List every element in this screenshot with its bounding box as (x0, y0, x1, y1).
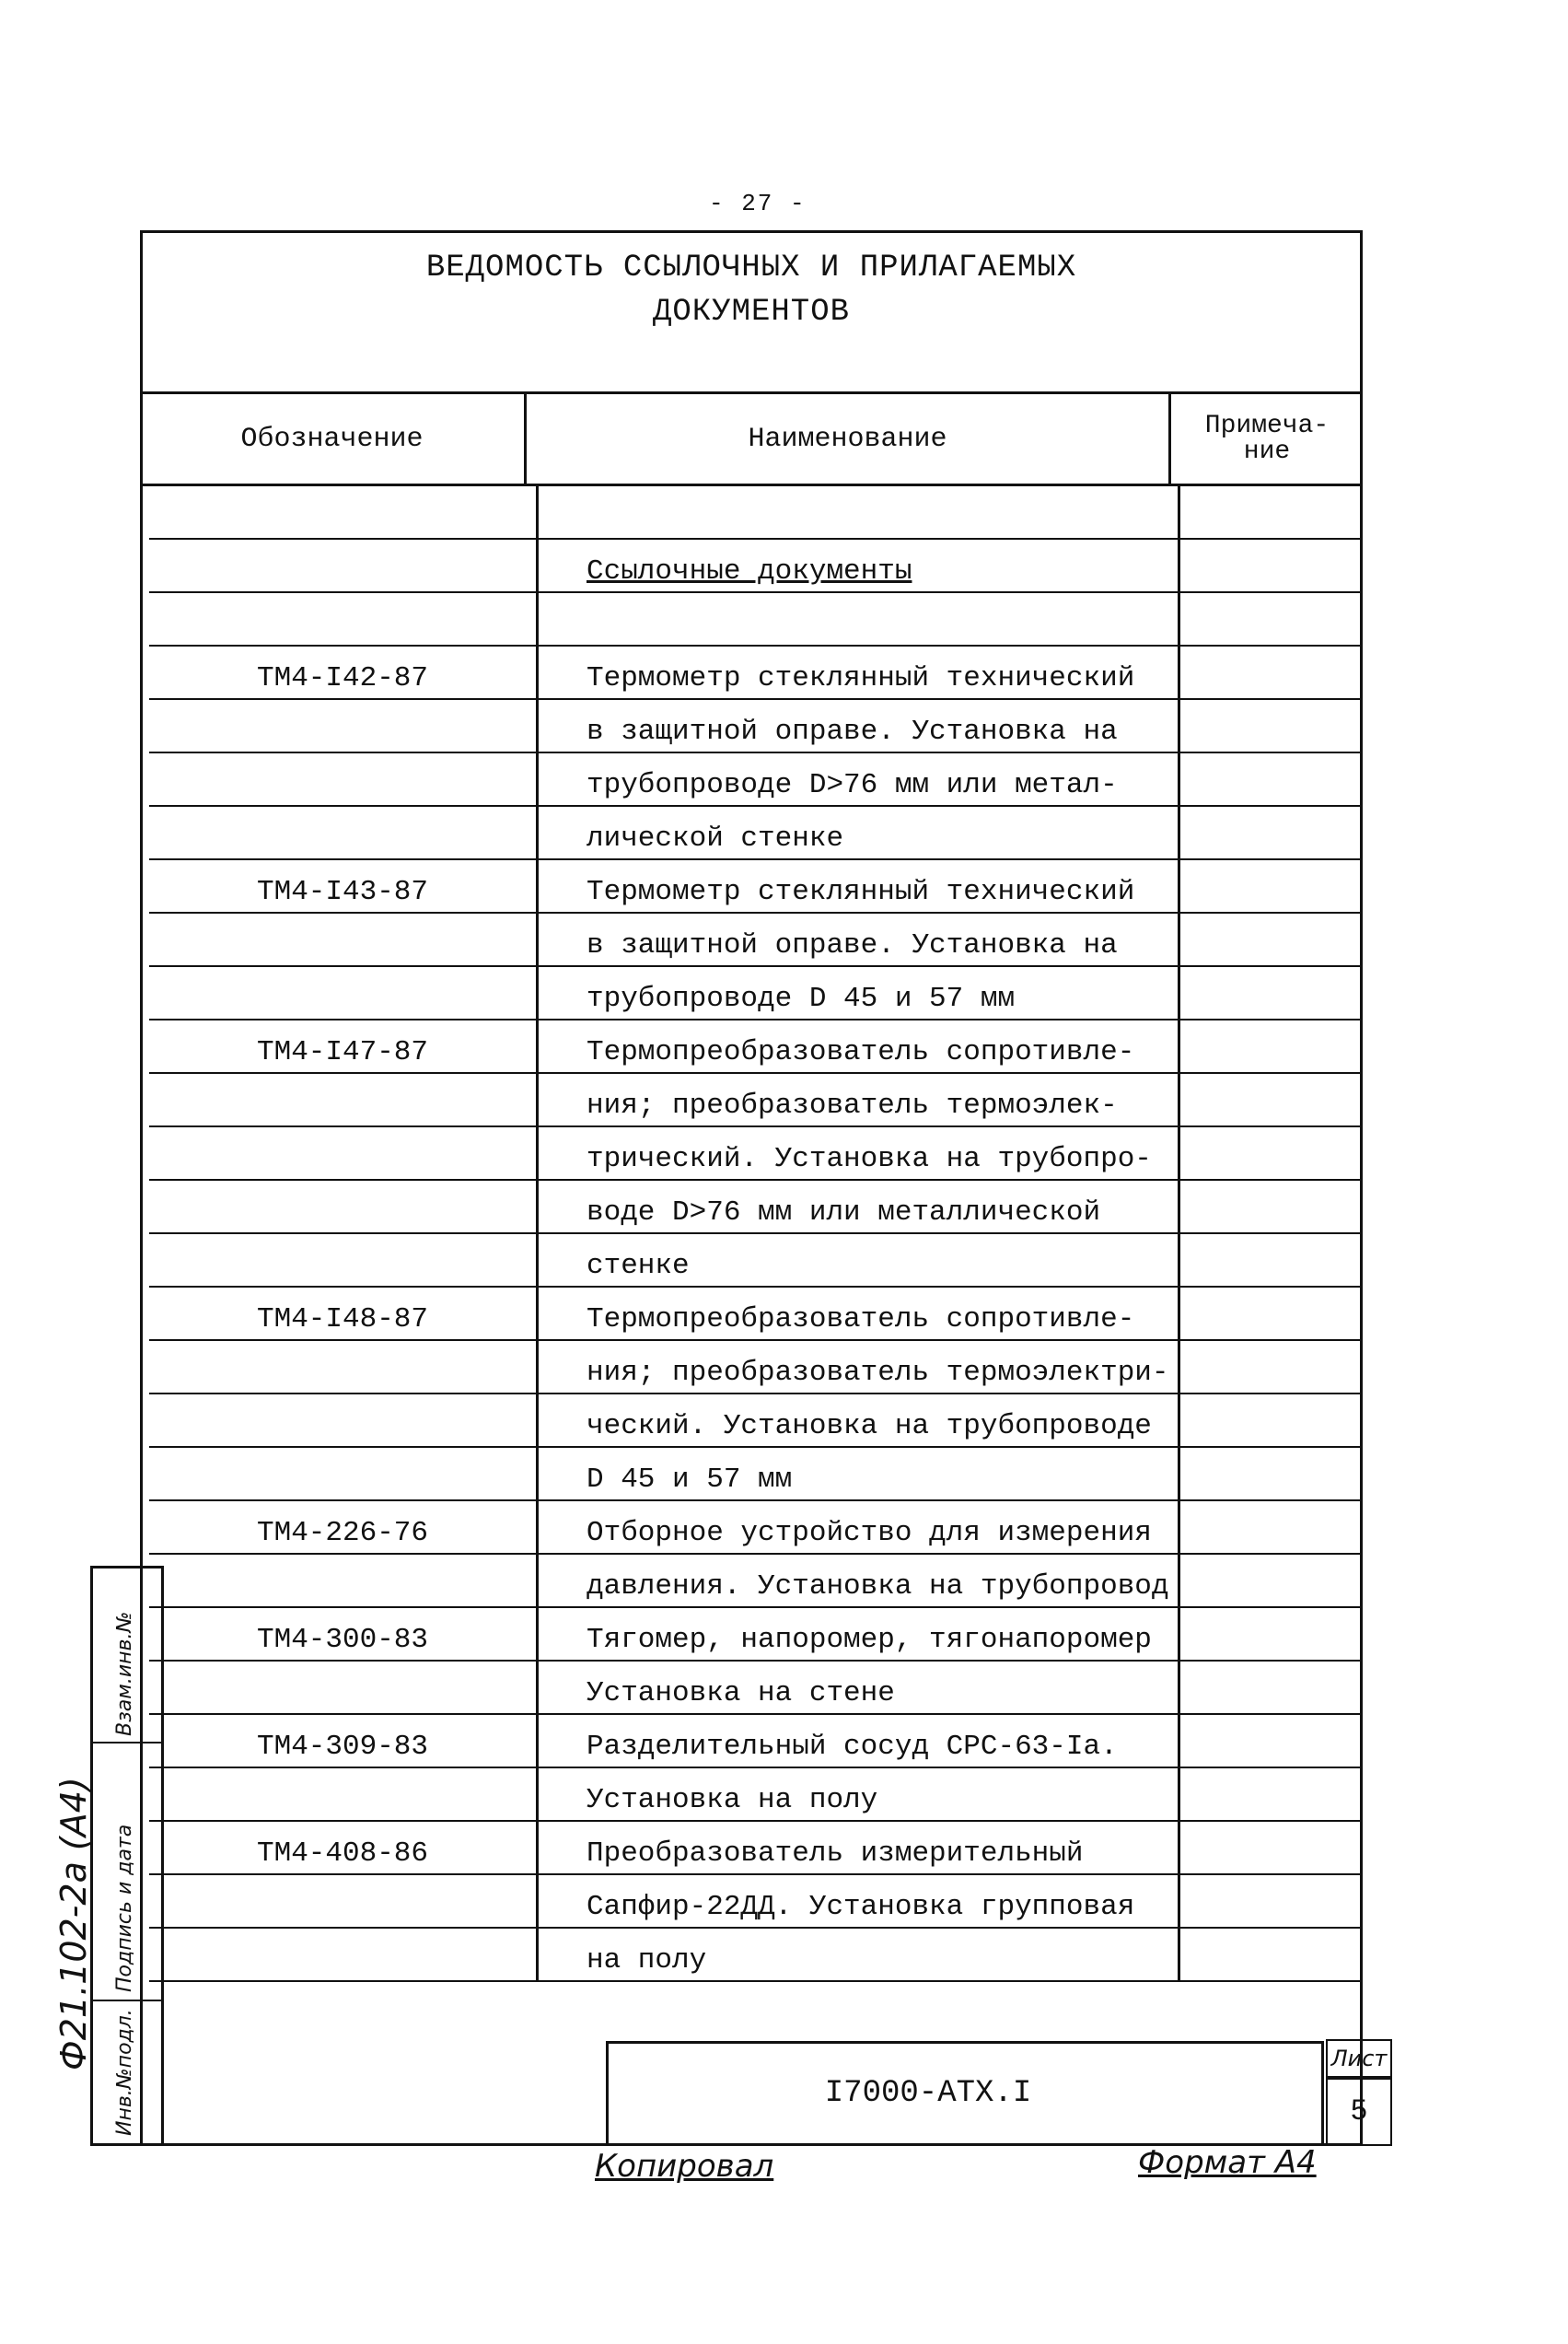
table-row (149, 807, 1363, 860)
document-code-cell (149, 1875, 536, 1929)
page-number: - 27 - (709, 190, 807, 217)
table-row (149, 1555, 1363, 1608)
table-row (149, 1288, 1363, 1341)
table-row (149, 914, 1363, 967)
note-cell (1180, 700, 1363, 753)
document-name-cell: Преобразователь измерительный (536, 1822, 1180, 1875)
document-name-cell (536, 593, 1180, 647)
table-row (149, 1608, 1363, 1662)
note-cell (1180, 1181, 1363, 1234)
document-name-cell (536, 486, 1180, 540)
table-row (149, 1181, 1363, 1234)
document-name-cell: Термометр стеклянный технический (536, 647, 1180, 700)
column-header-name: Наименование (527, 394, 1171, 486)
document-name-cell: Тягомер, напоромер, тягонапоромер (536, 1608, 1180, 1662)
document-code-cell: ТМ4-226-76 (256, 1517, 429, 1549)
document-code-cell (149, 486, 536, 540)
note-cell (1180, 1875, 1363, 1929)
document-name-cell: Установка на полу (536, 1768, 1180, 1822)
document-code-cell (149, 967, 536, 1020)
note-cell (1180, 1394, 1363, 1448)
note-cell (1180, 1020, 1363, 1074)
side-stamp-strip (90, 1566, 164, 2146)
table-row (149, 593, 1363, 647)
table-row (149, 1448, 1363, 1501)
note-cell (1180, 1662, 1363, 1715)
note-cell (1180, 1822, 1363, 1875)
table-row (149, 1822, 1363, 1875)
document-code-cell (149, 914, 536, 967)
document-name-cell: в защитной оправе. Установка на (536, 700, 1180, 753)
document-name-cell: ния; преобразователь термоэлек- (536, 1074, 1180, 1127)
side-cell-vzam (93, 1568, 161, 1743)
note-cell (1180, 1074, 1363, 1127)
document-name-cell: Сапфир-22ДД. Установка групповая (536, 1875, 1180, 1929)
document-code-cell: ТМ4-408-86 (256, 1837, 429, 1870)
note-cell (1180, 1608, 1363, 1662)
document-name-cell: ческий. Установка на трубопроводе (536, 1394, 1180, 1448)
document-name-cell: трубопроводе D>76 мм или метал- (536, 753, 1180, 807)
note-cell (1180, 807, 1363, 860)
section-title: Ссылочные документы (536, 540, 1180, 593)
note-cell (1180, 860, 1363, 914)
document-code-cell (149, 1234, 536, 1288)
table-row (149, 1875, 1363, 1929)
document-code: I7000-АТХ.I (824, 2076, 1032, 2111)
note-cell (1180, 647, 1363, 700)
document-code-cell (149, 1555, 536, 1608)
document-code-cell (149, 1448, 536, 1501)
table-row (149, 540, 1363, 593)
table-row (149, 647, 1363, 700)
document-name-cell: Установка на стене (536, 1662, 1180, 1715)
footer-format: Формат А4 (1138, 2144, 1317, 2181)
table-row (149, 1394, 1363, 1448)
document-name-cell: Разделительный сосуд СРС-63-Iа. (536, 1715, 1180, 1768)
document-name-cell: трубопроводе D 45 и 57 мм (536, 967, 1180, 1020)
document-code-cell (149, 1662, 536, 1715)
table-row (149, 1662, 1363, 1715)
table-row (149, 1768, 1363, 1822)
document-name-cell: давления. Установка на трубопровод (536, 1555, 1180, 1608)
document-code-cell (149, 700, 536, 753)
document-code-cell (149, 593, 536, 647)
note-cell (1180, 1288, 1363, 1341)
note-cell (1180, 593, 1363, 647)
document-code-cell: ТМ4-309-83 (256, 1731, 429, 1763)
document-code-cell (149, 1394, 536, 1448)
document-code-cell: ТМ4-I42-87 (256, 662, 429, 694)
table-row (149, 1074, 1363, 1127)
side-label-vzam-inv: Взам.инв.№ (113, 1611, 136, 1736)
table-row (149, 1715, 1363, 1768)
table-row (149, 700, 1363, 753)
table-row (149, 1234, 1363, 1288)
table-row (149, 1501, 1363, 1555)
note-cell (1180, 540, 1363, 593)
note-cell (1180, 486, 1363, 540)
table-row (149, 1127, 1363, 1181)
document-name-cell: трический. Установка на трубопро- (536, 1127, 1180, 1181)
note-cell (1180, 914, 1363, 967)
document-name-cell: Отборное устройство для измерения (536, 1501, 1180, 1555)
note-cell (1180, 1768, 1363, 1822)
column-header-note (1171, 394, 1363, 486)
side-label-inv-podl: Инв.№подл. (113, 2009, 136, 2136)
title-block (140, 230, 1363, 394)
document-code-cell (149, 540, 536, 593)
note-cell (1180, 1929, 1363, 1982)
note-cell (1180, 1234, 1363, 1288)
table-row (149, 1341, 1363, 1394)
footer-copied: Копировал (595, 2148, 774, 2185)
document-code-cell (149, 1929, 536, 1982)
note-cell (1180, 1127, 1363, 1181)
document-name-cell: Термометр стеклянный технический (536, 860, 1180, 914)
document-code-cell (149, 1181, 536, 1234)
table-row (149, 1929, 1363, 1982)
note-cell (1180, 1341, 1363, 1394)
note-cell (1180, 1501, 1363, 1555)
table-row (149, 1020, 1363, 1074)
document-code-cell (149, 1127, 536, 1181)
document-code-cell (149, 807, 536, 860)
column-header-note-line1: Примеча- (1204, 411, 1330, 440)
document-name-cell: лической стенке (536, 807, 1180, 860)
sheet-number: 5 (1326, 2078, 1392, 2146)
document-name-cell: Термопреобразователь сопротивле- (536, 1020, 1180, 1074)
note-cell (1180, 753, 1363, 807)
note-cell (1180, 1715, 1363, 1768)
document-code-cell (149, 1341, 536, 1394)
document-code-cell: ТМ4-300-83 (256, 1624, 429, 1656)
document-code-cell: ТМ4-I47-87 (256, 1036, 429, 1068)
document-code-cell (149, 1074, 536, 1127)
table-row (149, 486, 1363, 540)
column-header-code: Обозначение (140, 394, 527, 486)
title-line-1: ВЕДОМОСТЬ ССЫЛОЧНЫХ И ПРИЛАГАЕМЫХ (425, 251, 1077, 286)
note-cell (1180, 967, 1363, 1020)
note-cell (1180, 1448, 1363, 1501)
sheet-label: Лист (1326, 2039, 1392, 2078)
document-code-cell (149, 753, 536, 807)
side-label-podp-data: Подпись и дата (113, 1824, 136, 1992)
document-name-cell: в защитной оправе. Установка на (536, 914, 1180, 967)
document-name-cell: D 45 и 57 мм (536, 1448, 1180, 1501)
note-cell (1180, 1555, 1363, 1608)
document-code-cell (149, 1768, 536, 1822)
column-header-note-line2: ние (1243, 437, 1291, 466)
document-name-cell: на полу (536, 1929, 1180, 1982)
document-code-cell: ТМ4-I48-87 (256, 1303, 429, 1335)
title-line-2: ДОКУМЕНТОВ (652, 295, 851, 330)
document-name-cell: ния; преобразователь термоэлектри- (536, 1341, 1180, 1394)
document-name-cell: Термопреобразователь сопротивле- (536, 1288, 1180, 1341)
document-code-cell: ТМ4-I43-87 (256, 876, 429, 908)
side-cell-inv (93, 2001, 161, 2143)
table-row (149, 860, 1363, 914)
document-name-cell: воде D>76 мм или металлической (536, 1181, 1180, 1234)
table-row (149, 967, 1363, 1020)
document-name-cell: стенке (536, 1234, 1180, 1288)
table-row (149, 753, 1363, 807)
form-format-code: Ф21.102-2а (А4) (53, 1777, 94, 2070)
side-cell-podp (93, 1743, 161, 2001)
